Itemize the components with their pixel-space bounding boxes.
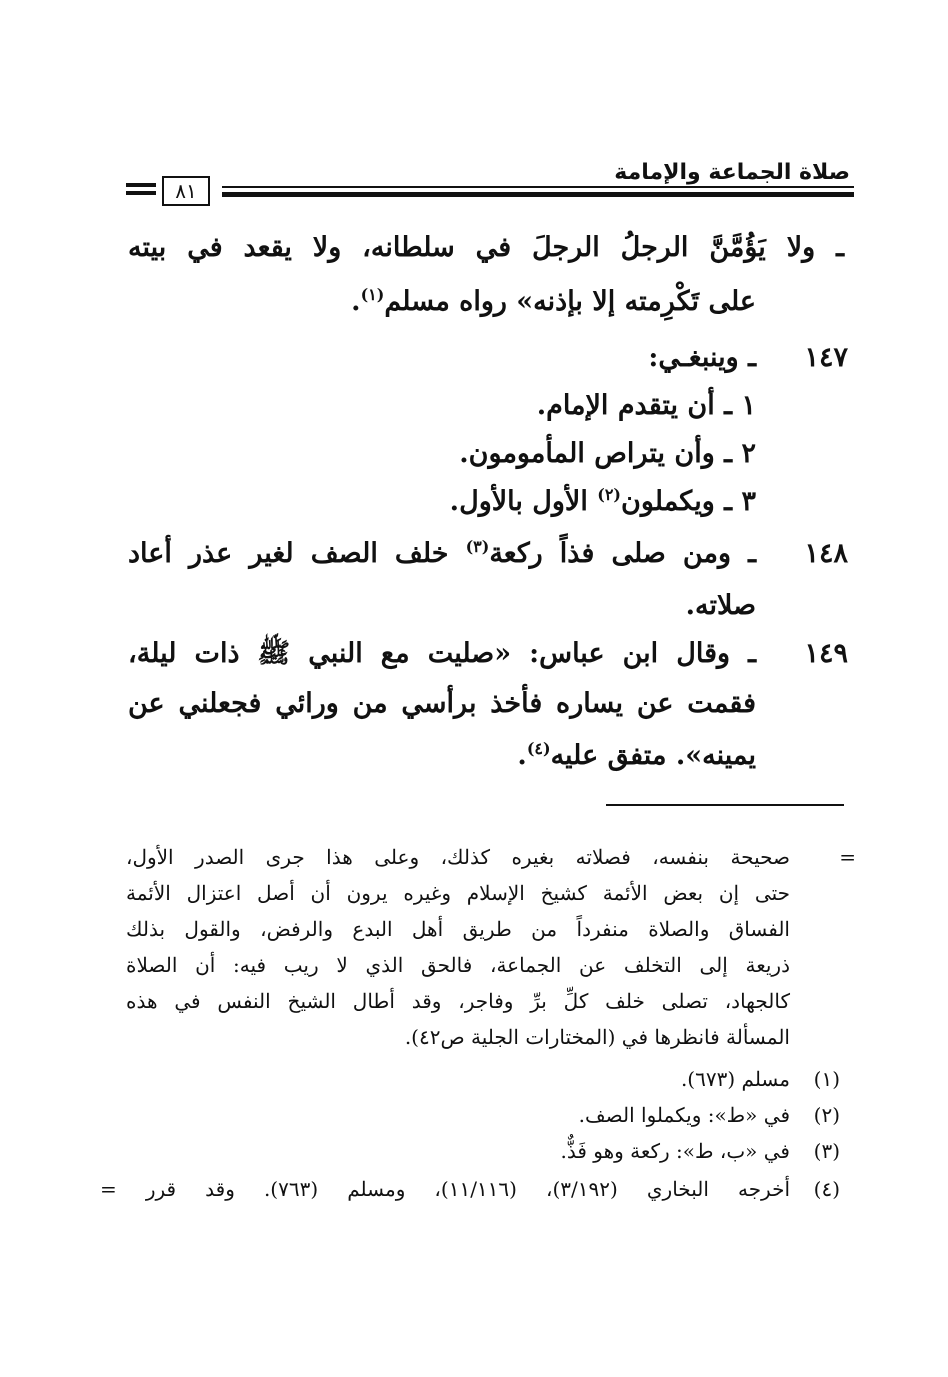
text-span: ـ ومن صلى فذاً ركعة bbox=[489, 538, 756, 569]
list-item: ٢ ـ وأن يتراص المأمومون. bbox=[459, 438, 756, 469]
footnote-ref: (٣) bbox=[465, 537, 490, 556]
text-line: ـ وقال ابن عباس: «صليت مع النبي ﷺ ذات ليلة، bbox=[128, 638, 756, 669]
footnote-number: (٣) bbox=[813, 1139, 840, 1163]
footnote-item: في «ب، ط»: ركعة وهو فَذٌّ. bbox=[560, 1139, 790, 1163]
footnote-number: (٢) bbox=[813, 1103, 840, 1127]
text-span: يمينه». متفق عليه bbox=[550, 740, 756, 771]
footnote-line: كالجهاد، تصلى خلف كلِّ برِّ وفاجر، وقد أطال الشيخ النفس في هذه bbox=[126, 989, 790, 1013]
text-line: فقمت عن يساره فأخذ برأسي من ورائي فجعلني عن bbox=[128, 688, 756, 719]
footnote-number: (٤) bbox=[813, 1177, 840, 1201]
paragraph-number: ١٤٧ bbox=[804, 342, 848, 373]
footnote-ref: (١) bbox=[360, 285, 385, 304]
text-span: على تَكْرِمته إلا بإذنه» رواه مسلم bbox=[384, 286, 756, 317]
footnote-line: حتى إن بعض الأئمة كشيخ الإسلام وغيره يرون أن أصل اعتزال الأئمة bbox=[126, 881, 790, 905]
footnote-line: المسألة فانظرها في (المختارات الجلية ص٤٢). bbox=[404, 1025, 790, 1049]
footnote-separator bbox=[606, 804, 844, 806]
text-span: الأول بالأول. bbox=[449, 486, 598, 517]
header-rule-left-bottom bbox=[126, 191, 156, 195]
paragraph-number: ١٤٩ bbox=[804, 638, 848, 669]
footnote-item: في «ط»: ويكملوا الصف. bbox=[578, 1103, 790, 1127]
continuation-mark: = bbox=[839, 845, 856, 869]
list-item: ١ ـ أن يتقدم الإمام. bbox=[536, 390, 756, 421]
footnote-ref: (٤) bbox=[526, 739, 551, 758]
text-line bbox=[351, 282, 756, 322]
text-span: ٣ ـ ويكملون bbox=[620, 486, 756, 517]
footnote-line: الفساق والصلاة منفرداً من طريق أهل البدع والرفض، والقول بذلك bbox=[126, 917, 790, 941]
text-span: خلف الصف لغير عذر أعاد bbox=[128, 538, 466, 569]
footnote-number: (١) bbox=[813, 1067, 840, 1091]
running-header-title: صلاة الجماعة والإمامة bbox=[614, 160, 850, 185]
footnote-item: مسلم (٦٧٣). bbox=[680, 1067, 790, 1091]
footnote-line: صحيحة بنفسه، فصلاته بغيره كذلك، وعلى هذا جرى الصدر الأول، bbox=[126, 845, 791, 869]
header-rule-thin bbox=[222, 186, 854, 188]
text-span: . bbox=[517, 740, 527, 771]
footnote-line: ذريعة إلى التخلف عن الجماعة، فالحق الذي لا ريب فيه: أن الصلاة bbox=[126, 953, 790, 977]
text-line: ـ وينبغـي: bbox=[648, 342, 756, 373]
text-span: . bbox=[351, 286, 361, 317]
text-line: صلاته. bbox=[685, 590, 756, 621]
text-line bbox=[517, 736, 756, 776]
text-line bbox=[128, 534, 756, 574]
header-rule-thick bbox=[222, 192, 854, 197]
page-number: ٨١ bbox=[162, 176, 210, 206]
header-rule-left-top bbox=[126, 183, 156, 187]
footnote-item: أخرجه البخاري (٣/١٩٢)، (١١/١١٦)، ومسلم (٧٦٣). وقد قرر = bbox=[100, 1177, 791, 1201]
paragraph-number: ١٤٨ bbox=[804, 538, 848, 569]
footnote-ref: (٢) bbox=[597, 485, 621, 504]
list-item bbox=[450, 482, 756, 522]
text-line: ـ ولا يَؤُمَّنَّ الرجلُ الرجلَ في سلطانه، ولا يقعد في بيته bbox=[128, 232, 844, 263]
